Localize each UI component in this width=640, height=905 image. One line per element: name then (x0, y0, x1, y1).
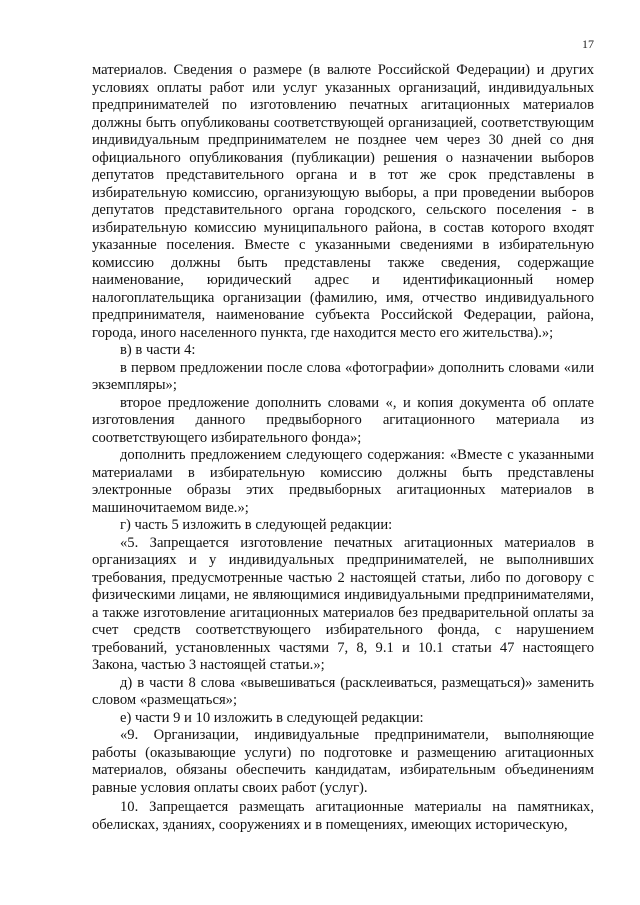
paragraph-part-9: «9. Организации, индивидуальные предприниматели, выполняющие работы (оказывающие услуги) по подготовке и размещению агитационных материалов, обязаны обеспечить кандидатам, избирательным объединениям равные условия оплаты своих работ (услуг). (92, 727, 594, 796)
paragraph-publication-requirements: материалов. Сведения о размере (в валюте Российской Федерации) и других условиях оплаты работ или услуг указанных организаций, индивидуальных предпринимателей по изготовлению печатных агитационных материалов должны быть опубликованы соответствующей организацией, соответствующим индивидуальным предпринимателем не позднее чем через 30 дней со дня официального опубликования (публикации) решения о назначении выборов депутатов представительного органа и в тот же срок представлены в избирательную комиссию, организующую выборы, а при проведении выборов депутатов представительного органа городского, сельского поселения - в избирательную комиссию муниципального района, в состав которого входят указанные поселения. Вместе с указанными сведениями в избирательную комиссию должны быть представлены также сведения, содержащие наименование, юридический адрес и идентификационный номер налогоплательщика организации (фамилию, имя, отчество индивидуального предпринимателя, наименование субъекта Российской Федерации, района, города, иного населенного пункта, где находится место его жительства).»; (92, 62, 594, 341)
paragraph-first-sentence-amendment: в первом предложении после слова «фотографии» дополнить словами «или экземпляры»; (92, 359, 594, 393)
paragraph-item-d: д) в части 8 слова «вывешиваться (расклеиваться, размещаться)» заменить словом «размещаться»; (92, 674, 594, 708)
paragraph-part-10: 10. Запрещается размещать агитационные материалы на памятниках, обелисках, зданиях, сооружениях и в помещениях, имеющих историческую, (92, 799, 594, 833)
paragraph-item-v: в) в части 4: (120, 342, 196, 358)
paragraph-add-sentence: дополнить предложением следующего содержания: «Вместе с указанными материалами в избирательную комиссию должны быть представлены электронные образы этих предвыборных агитационных материалов в машиночитаемом виде.»; (92, 447, 594, 516)
document-body (92, 62, 594, 834)
page-number: 17 (582, 37, 594, 51)
paragraph-part-5: «5. Запрещается изготовление печатных агитационных материалов в организациях и у индивидуальных предпринимателей, не выполнивших требования, предусмотренные частью 2 настоящей статьи, либо по договору с физическими лицами, не являющимися индивидуальными предпринимателями, а также изготовление агитационных материалов без предварительной оплаты за счет средств соответствующего избирательного фонда, с нарушением требований, установленных частями 7, 8, 9.1 и 10.1 статьи 47 настоящего Закона, частью 3 настоящей статьи.»; (92, 534, 594, 673)
paragraph-second-sentence-amendment: второе предложение дополнить словами «, и копия документа об оплате изготовления данного предвыборного агитационного материала из соответствующего избирательного фонда»; (92, 394, 594, 446)
paragraph-item-g: г) часть 5 изложить в следующей редакции: (120, 517, 393, 533)
paragraph-item-e: е) части 9 и 10 изложить в следующей редакции: (120, 709, 424, 726)
